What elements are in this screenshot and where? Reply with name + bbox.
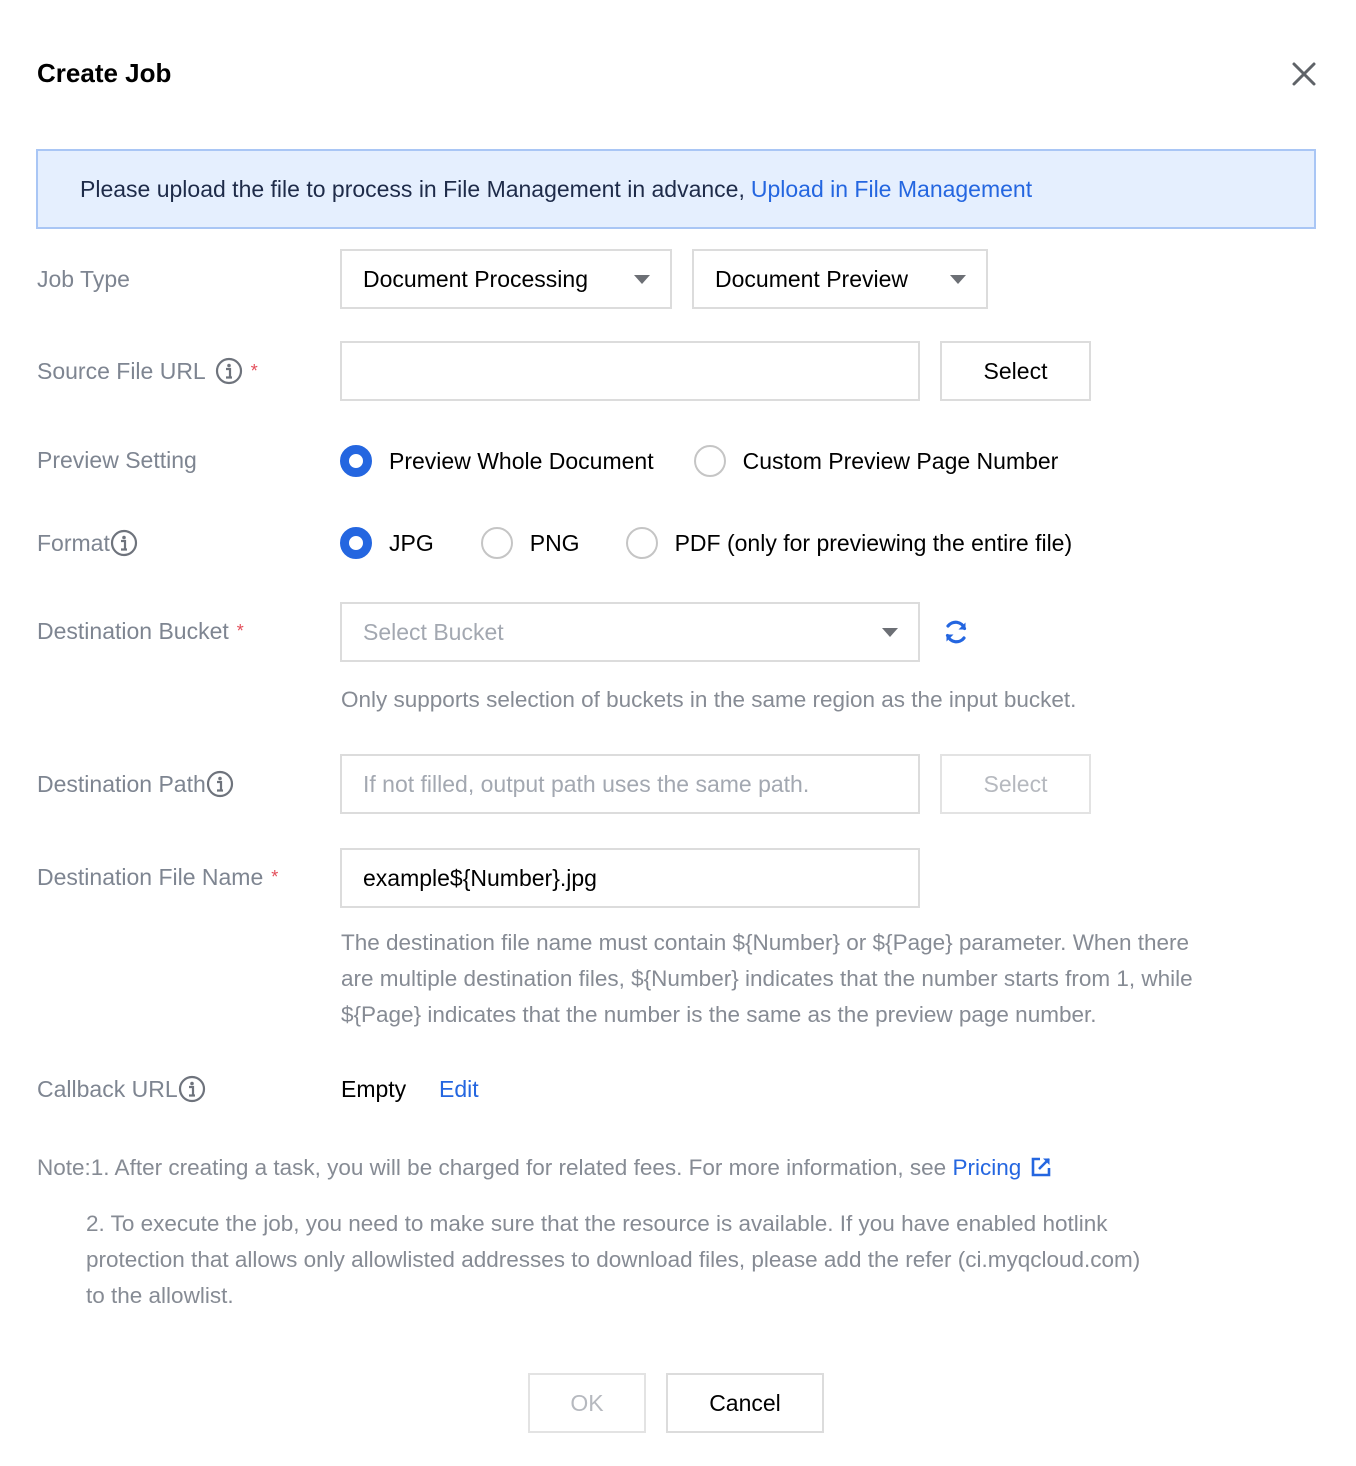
preview-setting-label: Preview Setting xyxy=(37,447,197,473)
chevron-down-icon xyxy=(634,275,650,284)
destination-bucket-help: Only supports selection of buckets in the same region as the input bucket. xyxy=(341,687,1077,712)
banner-text: Please upload the file to process in File Management in advance, xyxy=(80,175,745,202)
external-link-icon[interactable] xyxy=(1030,1153,1052,1175)
job-subtype-select[interactable] xyxy=(692,249,988,309)
source-file-url-input[interactable] xyxy=(340,341,920,401)
callback-url-value: Empty xyxy=(341,1076,407,1102)
cancel-button[interactable]: Cancel xyxy=(666,1373,824,1433)
destination-path-label: Destination Path xyxy=(37,770,234,798)
info-icon[interactable] xyxy=(215,357,243,385)
destination-file-name-label: Destination File Name * xyxy=(37,864,279,890)
note-prefix: Note: xyxy=(37,1155,91,1180)
destination-file-name-input[interactable]: example${Number}.jpg xyxy=(340,848,920,908)
dialog-title: Create Job xyxy=(37,58,172,88)
chevron-down-icon xyxy=(882,628,898,637)
radio-pdf[interactable]: PDF (only for previewing the entire file) xyxy=(626,527,1073,559)
close-icon[interactable] xyxy=(1288,58,1320,90)
source-select-button[interactable]: Select xyxy=(940,341,1091,401)
radio-jpg[interactable]: JPG xyxy=(340,527,434,559)
ok-button[interactable]: OK xyxy=(528,1373,646,1433)
required-mark: * xyxy=(236,621,244,641)
note-line-1: Note:1. After creating a task, you will be charged for related fees. For more information, see Pricing xyxy=(37,1150,1052,1186)
job-type-label: Job Type xyxy=(37,266,130,292)
radio-png[interactable]: PNG xyxy=(481,527,580,559)
destination-bucket-placeholder: Select Bucket xyxy=(363,618,504,645)
destination-path-select-button[interactable]: Select xyxy=(940,754,1091,814)
source-file-url-label: Source File URL * xyxy=(37,357,258,384)
radio-checked-icon xyxy=(340,527,372,559)
radio-custom-preview-page-number[interactable]: Custom Preview Page Number xyxy=(694,445,1059,477)
format-label: Format xyxy=(37,529,138,557)
format-radio-group xyxy=(340,527,1072,559)
radio-unchecked-icon xyxy=(694,445,726,477)
info-icon[interactable] xyxy=(110,529,138,557)
radio-preview-whole-document[interactable]: Preview Whole Document xyxy=(340,445,654,477)
destination-bucket-label: Destination Bucket * xyxy=(37,618,244,644)
job-category-value: Document Processing xyxy=(363,265,588,292)
destination-path-input[interactable]: If not filled, output path uses the same path. xyxy=(340,754,920,814)
chevron-down-icon xyxy=(950,275,966,284)
refresh-icon[interactable] xyxy=(940,616,972,648)
radio-unchecked-icon xyxy=(626,527,658,559)
note-line-2: 2. To execute the job, you need to make sure that the resource is available. If you have enabled hotlink protection that allows only allowlisted addresses to download files, please add the refer (ci.myqcloud.com) to the allowlist. xyxy=(86,1211,1141,1308)
upload-file-management-link[interactable]: Upload in File Management xyxy=(750,175,1033,202)
info-icon[interactable] xyxy=(178,1075,206,1103)
job-subtype-value: Document Preview xyxy=(715,265,909,292)
preview-setting-radio-group xyxy=(340,445,1058,477)
destination-file-name-help: The destination file name must contain ${Number} or ${Page} parameter. When there are multiple destination files, ${Number} indicates that the number starts from 1, while ${Page} indicates that the number is the same as the preview page number. xyxy=(341,930,1193,1027)
job-category-select[interactable] xyxy=(340,249,672,309)
callback-url-edit-link[interactable]: Edit xyxy=(439,1076,479,1102)
radio-checked-icon xyxy=(340,445,372,477)
destination-bucket-select[interactable] xyxy=(340,602,920,662)
info-banner xyxy=(36,149,1316,229)
info-icon[interactable] xyxy=(206,770,234,798)
callback-url-label: Callback URL xyxy=(37,1075,206,1103)
radio-unchecked-icon xyxy=(481,527,513,559)
required-mark: * xyxy=(250,360,258,381)
required-mark: * xyxy=(271,867,279,887)
pricing-link[interactable]: Pricing xyxy=(952,1155,1022,1180)
